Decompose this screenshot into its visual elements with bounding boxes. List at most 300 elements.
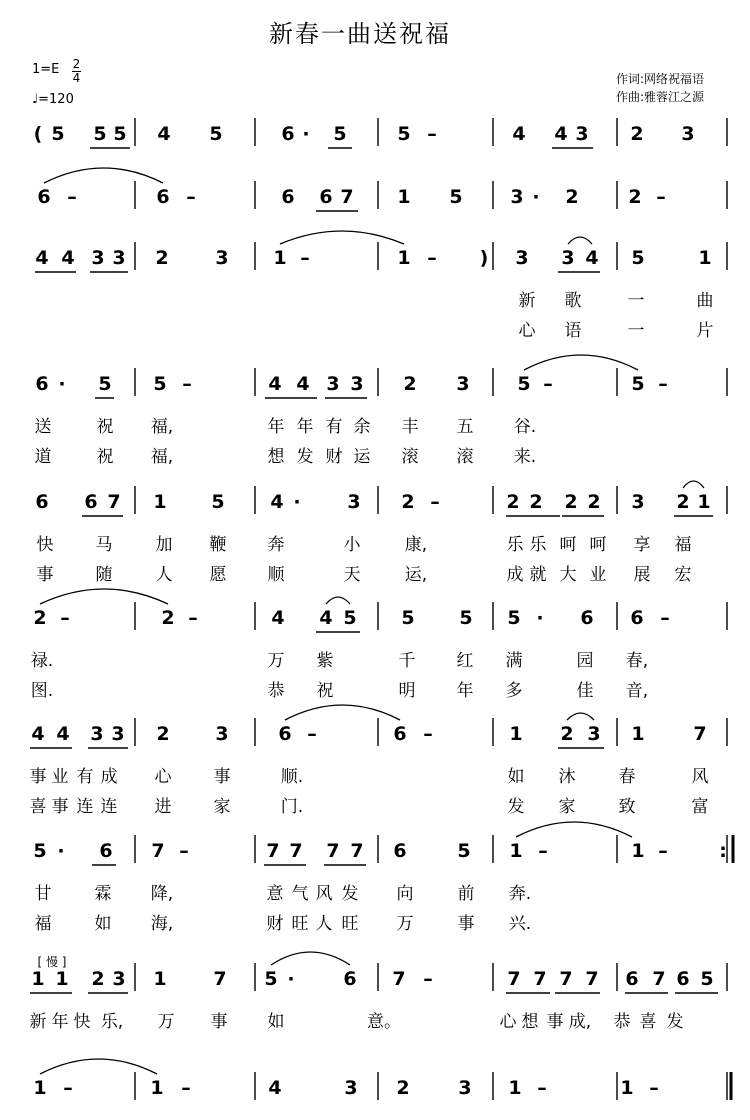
lyric-verse-1: 向: [396, 884, 414, 904]
jianpu-note: –: [538, 840, 548, 862]
slur-arc: [40, 589, 168, 604]
lyric-verse-1: 乐: [529, 535, 547, 555]
lyric-verse-1: 风: [691, 767, 709, 787]
jianpu-note: 5: [153, 373, 167, 395]
jianpu-note: 5: [459, 607, 473, 629]
jianpu-note: 5: [98, 373, 112, 395]
jianpu-note: 5: [401, 607, 415, 629]
jianpu-note: 3: [112, 968, 126, 990]
jianpu-note: 3: [510, 186, 524, 208]
jianpu-note: 5: [457, 840, 471, 862]
lyric-verse-2: 富: [691, 797, 709, 817]
jianpu-note: 3: [111, 723, 125, 745]
jianpu-note: 3: [681, 123, 695, 145]
jianpu-note: 4: [270, 491, 284, 513]
lyric-verse-1: 年: [296, 417, 314, 437]
lyric-verse-2: 事: [36, 565, 54, 585]
jianpu-note: 5: [343, 607, 357, 629]
jianpu-note: –: [543, 373, 553, 395]
lyric-verse-2: 祝: [316, 681, 334, 701]
time-signature-top: 2: [72, 57, 81, 71]
slur-arc: [524, 355, 638, 370]
jianpu-note: 3: [91, 247, 105, 269]
jianpu-note: 4: [61, 247, 75, 269]
lyric-verse-1: 一: [627, 291, 645, 311]
lyric-verse-2: 喜: [29, 797, 47, 817]
jianpu-note: 3: [344, 1077, 358, 1099]
lyric-verse-1: 如: [267, 1012, 285, 1032]
lyric-verse-1: 曲: [696, 291, 714, 311]
jianpu-note: 4: [554, 123, 568, 145]
lyric-verse-1: 事: [29, 767, 47, 787]
jianpu-note: –: [423, 723, 433, 745]
jianpu-note: 1: [620, 1077, 634, 1099]
lyric-verse-1: 呵: [559, 535, 577, 555]
jianpu-note: 6: [278, 723, 292, 745]
lyric-verse-1: 心: [499, 1012, 517, 1032]
lyric-verse-1: 恭: [613, 1012, 631, 1032]
jianpu-note: 5: [209, 123, 223, 145]
jianpu-note: 3: [575, 123, 589, 145]
lyric-verse-1: 年: [267, 417, 285, 437]
jianpu-note: 5: [211, 491, 225, 513]
lyric-verse-1: 新: [29, 1012, 47, 1032]
jianpu-note: 6: [84, 491, 98, 513]
jianpu-note: 7: [213, 968, 227, 990]
jianpu-note: 1: [509, 840, 523, 862]
lyric-verse-1: 春,: [625, 651, 649, 671]
lyric-verse-2: 旺: [341, 914, 359, 934]
jianpu-note: –: [181, 1077, 191, 1099]
jianpu-note: 1: [397, 186, 411, 208]
jianpu-note: 5: [113, 123, 127, 145]
lyric-verse-2: 多: [505, 681, 523, 701]
lyric-verse-2: 运,: [404, 565, 428, 585]
jianpu-note: 6: [676, 968, 690, 990]
lyric-verse-2: 万: [396, 914, 414, 934]
lyric-verse-2: 滚: [456, 447, 474, 467]
lyric-verse-1: 意: [266, 884, 284, 904]
jianpu-note: 6: [343, 968, 357, 990]
lyric-verse-1: 有: [76, 767, 94, 787]
jianpu-note: 5: [264, 968, 278, 990]
jianpu-note: 3: [112, 247, 126, 269]
jianpu-note: –: [60, 607, 70, 629]
jianpu-note: ·: [287, 968, 295, 990]
jianpu-note: 1: [397, 247, 411, 269]
jianpu-note: ): [479, 247, 489, 269]
jianpu-note: ·: [293, 491, 301, 513]
lyric-verse-1: 呵: [589, 535, 607, 555]
jianpu-note: 3: [215, 723, 229, 745]
jianpu-note: 6: [393, 723, 407, 745]
jianpu-note: 6: [281, 123, 295, 145]
lyric-verse-1: 气: [291, 884, 309, 904]
lyric-verse-2: 人: [155, 565, 173, 585]
jianpu-note: 7: [107, 491, 121, 513]
lyric-verse-2: 门.: [280, 797, 304, 817]
jianpu-note: 3: [456, 373, 470, 395]
lyric-verse-1: 顺.: [280, 767, 304, 787]
lyric-verse-1: 风: [315, 884, 333, 904]
jianpu-note: 2: [564, 491, 578, 513]
lyric-verse-2: 语: [564, 321, 582, 341]
lyric-verse-1: 业: [51, 767, 69, 787]
jianpu-note: 2: [401, 491, 415, 513]
slur-arc: [516, 822, 632, 837]
jianpu-note: –: [660, 607, 670, 629]
jianpu-note: 3: [458, 1077, 472, 1099]
jianpu-note: –: [656, 186, 666, 208]
jianpu-note: –: [307, 723, 317, 745]
jianpu-note: ·: [536, 607, 544, 629]
lyric-verse-2: 愿: [209, 565, 227, 585]
jianpu-note: –: [427, 123, 437, 145]
jianpu-note: 2: [156, 723, 170, 745]
jianpu-note: 4: [56, 723, 70, 745]
jianpu-note: 6: [35, 491, 49, 513]
lyric-verse-2: 福: [34, 914, 52, 934]
jianpu-note: (: [33, 123, 43, 145]
lyric-verse-2: 心: [518, 321, 536, 341]
lyric-verse-1: 意。: [367, 1012, 401, 1032]
lyric-verse-1: 如: [507, 767, 525, 787]
jianpu-note: 5: [33, 840, 47, 862]
slur-arc: [568, 237, 592, 244]
jianpu-note: 2: [91, 968, 105, 990]
lyric-verse-2: 事: [51, 797, 69, 817]
jianpu-note: 6: [35, 373, 49, 395]
lyric-verse-1: 降,: [150, 884, 174, 904]
lyric-verse-2: 祝: [96, 447, 114, 467]
jianpu-note: :: [719, 840, 727, 862]
lyric-verse-1: 加: [155, 535, 173, 555]
jianpu-note: 2: [560, 723, 574, 745]
jianpu-note: ·: [58, 373, 66, 395]
slur-arc: [44, 168, 163, 183]
jianpu-note: 4: [512, 123, 526, 145]
lyric-verse-2: 道: [34, 447, 52, 467]
lyric-verse-2: 家: [213, 797, 231, 817]
lyric-verse-1: 乐: [506, 535, 524, 555]
jianpu-note: 2: [676, 491, 690, 513]
lyric-verse-2: 兴.: [508, 914, 532, 934]
jianpu-note: 2: [529, 491, 543, 513]
jianpu-note: 7: [392, 968, 406, 990]
lyric-verse-1: 喜: [639, 1012, 657, 1032]
lyric-verse-1: 前: [457, 884, 475, 904]
lyric-verse-1: 禄.: [30, 651, 54, 671]
jianpu-note: 1: [697, 491, 711, 513]
lyric-verse-1: 乐,: [100, 1012, 124, 1032]
lyric-verse-2: 明: [398, 681, 416, 701]
lyric-verse-2: 片: [696, 321, 714, 341]
jianpu-note: ·: [302, 123, 310, 145]
lyric-verse-2: 致: [618, 797, 636, 817]
jianpu-note: 5: [449, 186, 463, 208]
jianpu-note: 7: [585, 968, 599, 990]
jianpu-note: 3: [587, 723, 601, 745]
lyric-verse-1: 红: [456, 651, 474, 671]
jianpu-note: 5: [333, 123, 347, 145]
jianpu-note: –: [300, 247, 310, 269]
lyric-verse-1: 康,: [404, 535, 428, 555]
song-title: 新春一曲送祝福: [269, 20, 451, 48]
jianpu-note: 1: [31, 968, 45, 990]
jianpu-note: 4: [296, 373, 310, 395]
lyric-verse-1: 福,: [150, 417, 174, 437]
jianpu-note: 5: [631, 247, 645, 269]
jianpu-note: 5: [51, 123, 65, 145]
lyric-verse-2: 海,: [150, 914, 174, 934]
jianpu-note: 5: [507, 607, 521, 629]
lyric-verse-1: 福: [674, 535, 692, 555]
jianpu-note: 7: [533, 968, 547, 990]
lyric-verse-2: 旺: [291, 914, 309, 934]
jianpu-note: 2: [403, 373, 417, 395]
lyric-verse-1: 事: [213, 767, 231, 787]
composer-credit: 作曲:雅蓉江之源: [616, 90, 705, 104]
lyric-verse-1: 心: [154, 767, 172, 787]
jianpu-note: 2: [587, 491, 601, 513]
jianpu-note: –: [186, 186, 196, 208]
jianpu-note: 1: [631, 840, 645, 862]
lyric-verse-2: 如: [94, 914, 112, 934]
jianpu-note: –: [67, 186, 77, 208]
lyric-verse-1: 万: [267, 651, 285, 671]
jianpu-note: 4: [271, 607, 285, 629]
jianpu-note: 4: [268, 1077, 282, 1099]
lyric-verse-1: 霖: [94, 884, 112, 904]
lyric-verse-2: 连: [76, 797, 94, 817]
lyric-verse-2: 年: [456, 681, 474, 701]
lyric-verse-1: 快: [73, 1012, 91, 1032]
lyric-verse-2: 随: [95, 565, 113, 585]
lyric-verse-2: 发: [507, 797, 525, 817]
lyric-verse-2: 人: [315, 914, 333, 934]
lyric-verse-2: 业: [589, 565, 607, 585]
lyric-verse-1: 事: [546, 1012, 564, 1032]
slur-arc: [285, 705, 400, 720]
jianpu-note: 6: [630, 607, 644, 629]
jianpu-note: 2: [506, 491, 520, 513]
lyric-verse-1: 沐: [558, 767, 576, 787]
jianpu-note: 4: [268, 373, 282, 395]
jianpu-note: 4: [585, 247, 599, 269]
jianpu-note: 7: [693, 723, 707, 745]
lyric-verse-2: 来.: [513, 447, 537, 467]
jianpu-note: 1: [508, 1077, 522, 1099]
jianpu-note: 3: [350, 373, 364, 395]
lyric-verse-2: 一: [627, 321, 645, 341]
lyric-verse-2: 家: [558, 797, 576, 817]
lyric-verse-1: 快: [36, 535, 54, 555]
lyric-verse-1: 甘: [34, 884, 52, 904]
lyric-verse-1: 成: [100, 767, 118, 787]
lyric-verse-1: 祝: [96, 417, 114, 437]
jianpu-note: 7: [326, 840, 340, 862]
jianpu-note: 6: [99, 840, 113, 862]
jianpu-note: 2: [161, 607, 175, 629]
lyric-verse-2: 财: [266, 914, 284, 934]
jianpu-note: 5: [700, 968, 714, 990]
jianpu-note: 2: [628, 186, 642, 208]
jianpu-note: 4: [319, 607, 333, 629]
lyric-verse-2: 想: [267, 447, 285, 467]
lyric-verse-1: 园: [576, 651, 594, 671]
jianpu-note: 6: [37, 186, 51, 208]
jianpu-note: 5: [517, 373, 531, 395]
lyric-verse-2: 恭: [267, 681, 285, 701]
jianpu-note: 7: [266, 840, 280, 862]
jianpu-note: –: [537, 1077, 547, 1099]
lyric-verse-1: 马: [95, 535, 113, 555]
lyric-verse-1: 余: [353, 417, 371, 437]
jianpu-note: 3: [515, 247, 529, 269]
jianpu-note: 1: [153, 968, 167, 990]
jianpu-note: ·: [57, 840, 65, 862]
jianpu-note: 7: [652, 968, 666, 990]
lyric-verse-2: 顺: [267, 565, 285, 585]
lyricist-credit: 作词:网络祝福语: [616, 72, 705, 86]
jianpu-note: 1: [153, 491, 167, 513]
jianpu-note: 6: [393, 840, 407, 862]
lyric-verse-1: 想: [521, 1012, 539, 1032]
slur-arc: [567, 713, 594, 720]
jianpu-note: 7: [151, 840, 165, 862]
lyric-verse-2: 大: [559, 565, 577, 585]
jianpu-note: 1: [273, 247, 287, 269]
jianpu-note: –: [423, 968, 433, 990]
lyric-verse-2: 天: [343, 565, 361, 585]
lyric-verse-1: 新: [518, 291, 536, 311]
slur-arc: [40, 1059, 157, 1074]
lyric-verse-1: 紫: [316, 651, 334, 671]
lyric-verse-1: 万: [157, 1012, 175, 1032]
jianpu-note: 3: [561, 247, 575, 269]
jianpu-note: –: [658, 373, 668, 395]
lyric-verse-1: 谷.: [513, 417, 537, 437]
jianpu-note: 6: [281, 186, 295, 208]
jianpu-note: 1: [55, 968, 69, 990]
jianpu-note: –: [427, 247, 437, 269]
lyric-verse-1: 送: [34, 417, 52, 437]
lyric-verse-1: 满: [505, 651, 523, 671]
jianpu-note: 7: [350, 840, 364, 862]
lyric-verse-1: 发: [666, 1012, 684, 1032]
lyric-verse-1: 奔: [267, 535, 285, 555]
jianpu-note: 7: [559, 968, 573, 990]
lyric-verse-2: 音,: [625, 681, 649, 701]
lyric-verse-2: 滚: [401, 447, 419, 467]
jianpu-note: 3: [347, 491, 361, 513]
lyric-verse-1: 事: [210, 1012, 228, 1032]
jianpu-note: –: [179, 840, 189, 862]
lyric-verse-1: 歌: [564, 291, 582, 311]
jianpu-note: 2: [33, 607, 47, 629]
jianpu-note: 3: [215, 247, 229, 269]
lyric-verse-1: 鞭: [209, 535, 227, 555]
jianpu-note: 3: [326, 373, 340, 395]
jianpu-note: –: [649, 1077, 659, 1099]
jianpu-note: 5: [397, 123, 411, 145]
jianpu-note: 6: [156, 186, 170, 208]
lyric-verse-1: 成,: [568, 1012, 592, 1032]
slur-arc: [280, 231, 404, 244]
jianpu-note: 2: [396, 1077, 410, 1099]
lyric-verse-2: 宏: [674, 565, 692, 585]
jianpu-note: 1: [631, 723, 645, 745]
jianpu-note: 1: [509, 723, 523, 745]
tempo-mark-slow: [ 慢 ]: [37, 955, 67, 969]
lyric-verse-2: 图.: [30, 681, 54, 701]
lyric-verse-2: 福,: [150, 447, 174, 467]
jianpu-note: 3: [631, 491, 645, 513]
jianpu-note: 7: [340, 186, 354, 208]
jianpu-note: 4: [157, 123, 171, 145]
slur-arc: [683, 481, 704, 488]
slur-arc: [326, 597, 350, 604]
jianpu-note: –: [658, 840, 668, 862]
lyric-verse-2: 进: [154, 797, 172, 817]
jianpu-note: 1: [698, 247, 712, 269]
lyric-verse-2: 成: [506, 565, 524, 585]
jianpu-note: –: [63, 1077, 73, 1099]
jianpu-note: 6: [625, 968, 639, 990]
lyric-verse-2: 运: [353, 447, 371, 467]
jianpu-note: 6: [580, 607, 594, 629]
lyric-verse-2: 佳: [576, 681, 594, 701]
lyric-verse-2: 财: [325, 447, 343, 467]
lyric-verse-1: 千: [398, 651, 416, 671]
lyric-verse-1: 丰: [401, 417, 419, 437]
lyric-verse-1: 小: [343, 535, 361, 555]
jianpu-note: ·: [532, 186, 540, 208]
lyric-verse-1: 五: [456, 417, 474, 437]
lyric-verse-2: 就: [529, 565, 547, 585]
jianpu-note: 1: [150, 1077, 164, 1099]
tempo-value: =120: [38, 92, 74, 107]
jianpu-note: 2: [155, 247, 169, 269]
jianpu-note: –: [430, 491, 440, 513]
jianpu-note: 4: [31, 723, 45, 745]
time-signature-bottom: 4: [72, 71, 81, 85]
jianpu-note: 2: [565, 186, 579, 208]
lyric-verse-1: 发: [341, 884, 359, 904]
slur-arc: [271, 952, 350, 965]
jianpu-note: –: [182, 373, 192, 395]
lyric-verse-1: 春: [618, 767, 636, 787]
lyric-verse-2: 连: [100, 797, 118, 817]
lyric-verse-1: 奔.: [508, 884, 532, 904]
jianpu-note: 7: [507, 968, 521, 990]
jianpu-note: 5: [631, 373, 645, 395]
lyric-verse-2: 发: [296, 447, 314, 467]
lyric-verse-2: 展: [633, 565, 651, 585]
jianpu-note: 1: [33, 1077, 47, 1099]
jianpu-note: 6: [319, 186, 333, 208]
jianpu-note: 7: [289, 840, 303, 862]
jianpu-note: 3: [90, 723, 104, 745]
quarter-note-icon: ♩: [32, 92, 39, 107]
jianpu-note: –: [188, 607, 198, 629]
lyric-verse-2: 事: [457, 914, 475, 934]
lyric-verse-1: 年: [51, 1012, 69, 1032]
lyric-verse-1: 享: [633, 535, 651, 555]
key-signature: 1=E: [32, 62, 60, 77]
jianpu-note: 2: [630, 123, 644, 145]
jianpu-note: 5: [93, 123, 107, 145]
